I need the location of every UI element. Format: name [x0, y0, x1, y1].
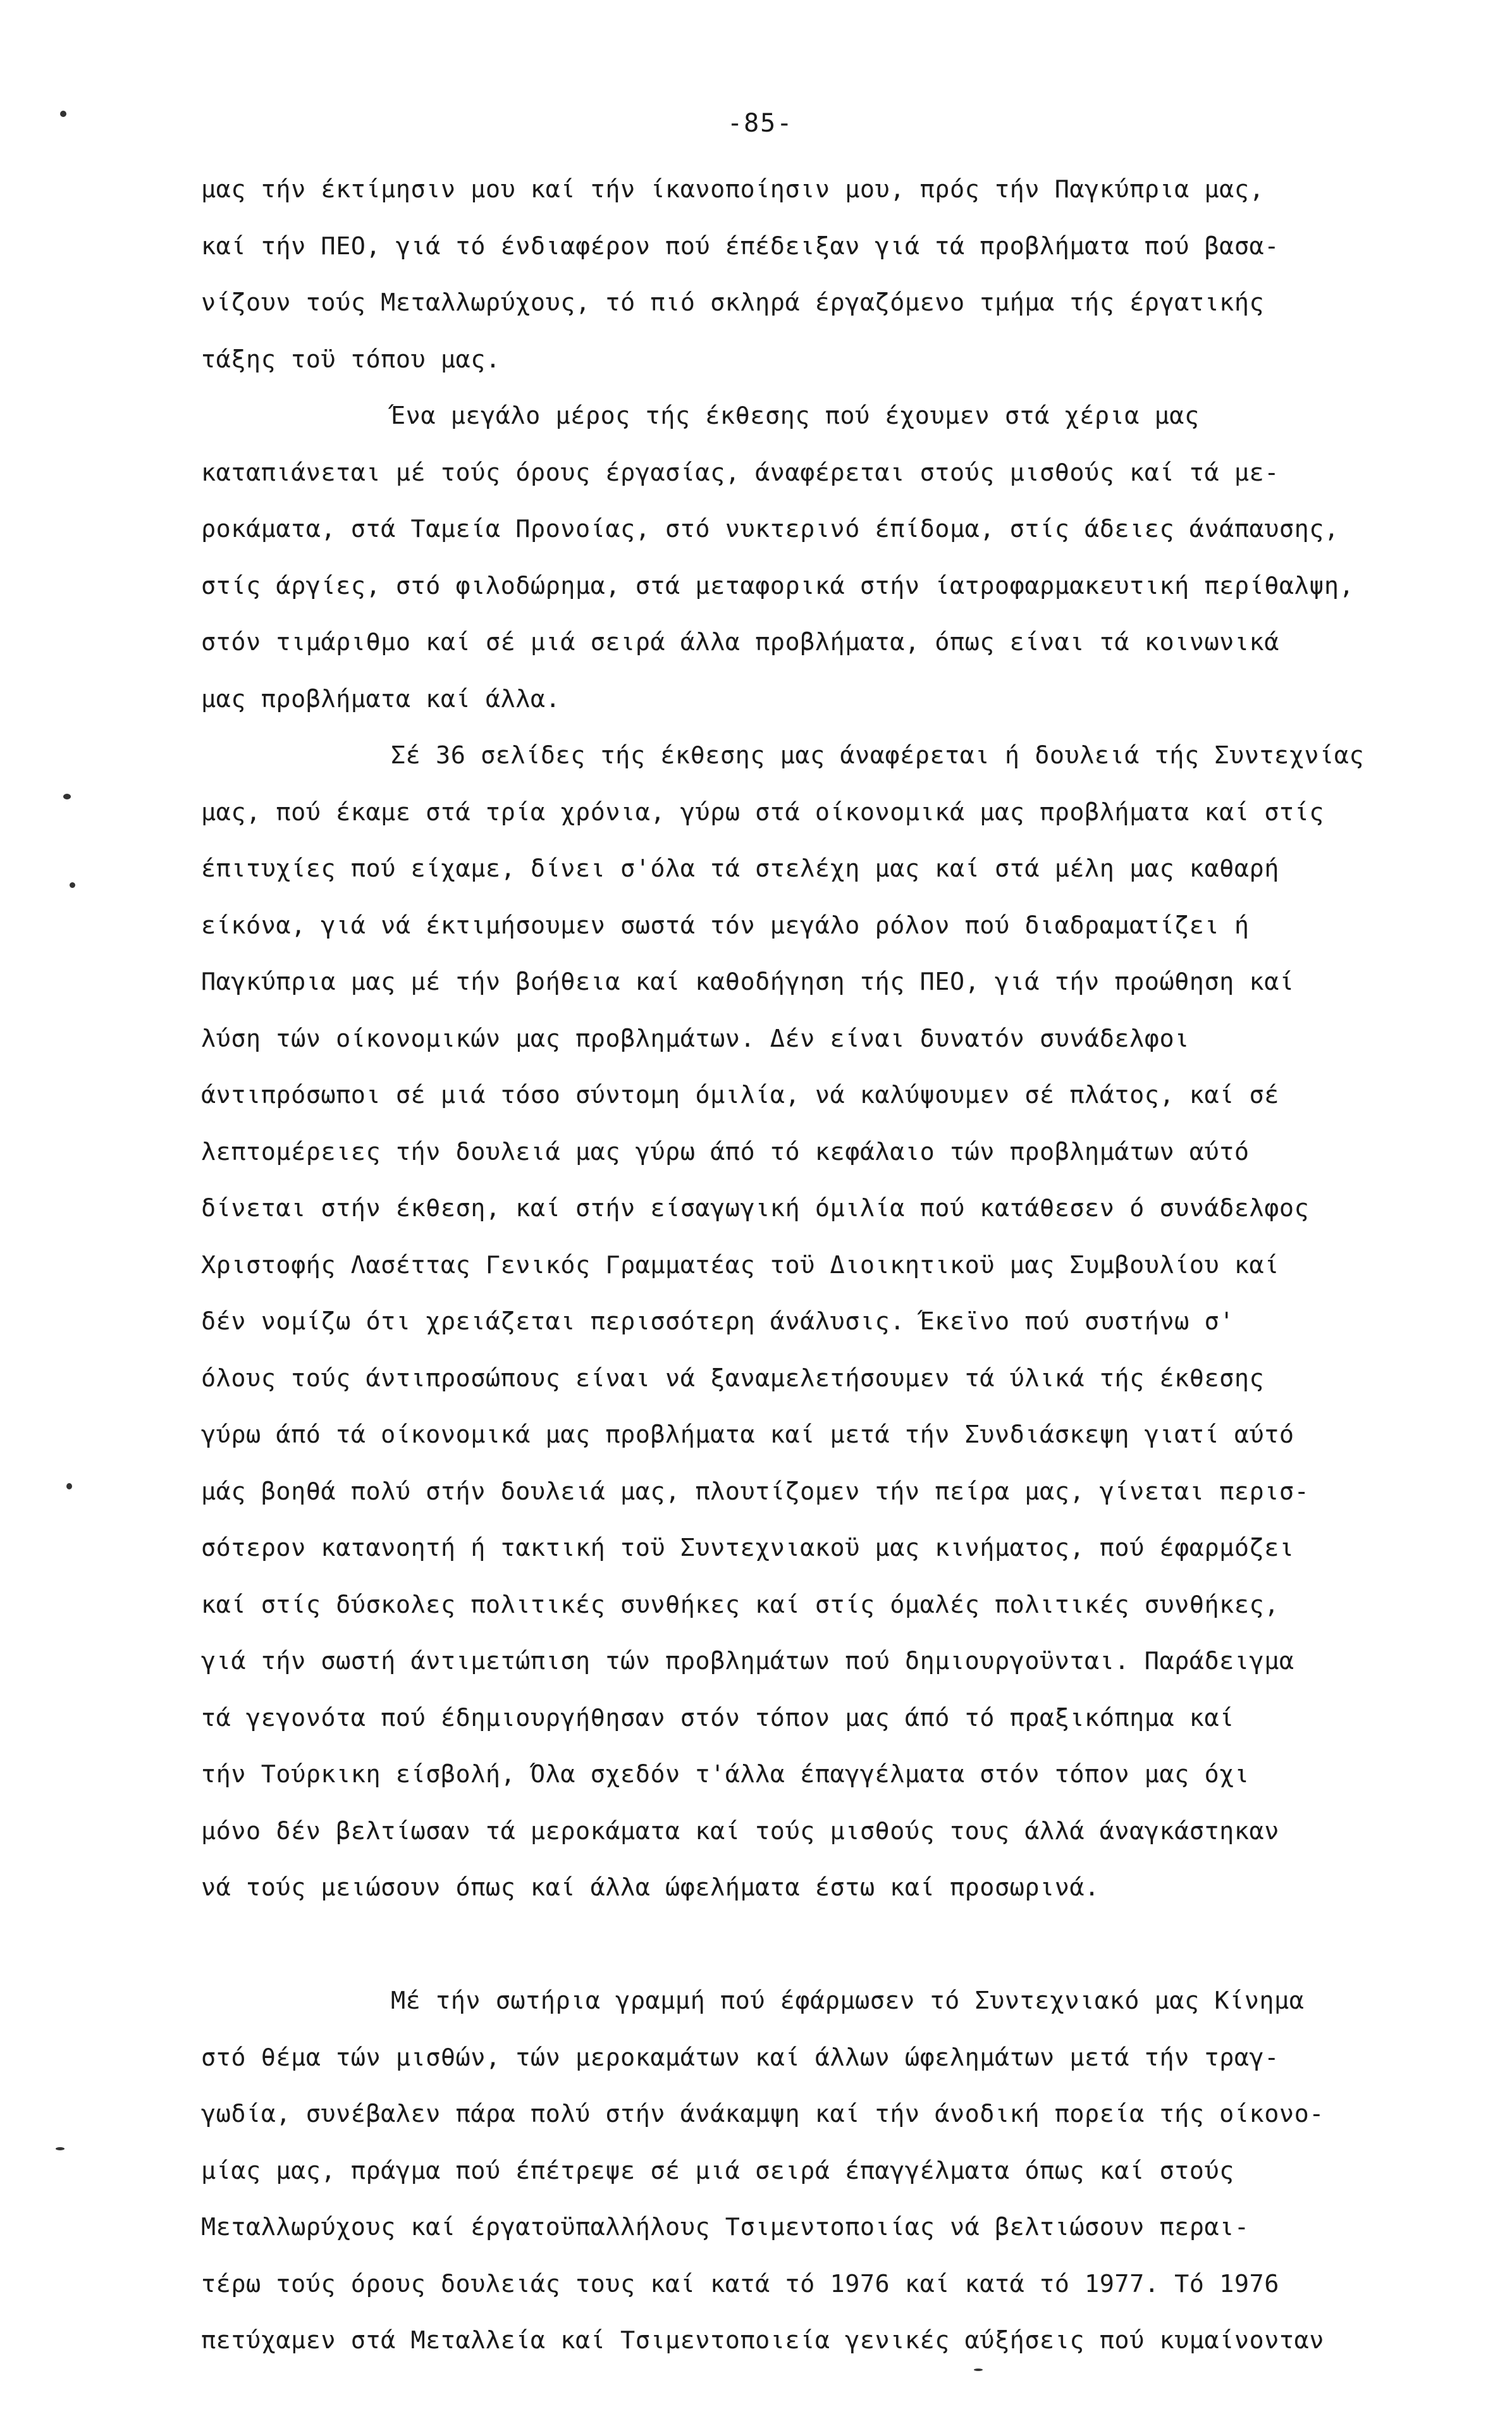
text-line: τάξης τοϋ τόπου μας.: [201, 345, 501, 374]
text-line: Μεταλλωρύχους καί έργατοϋπαλλήλους Τσιμεντοποιίας νά βελτιώσουν περαι-: [201, 2213, 1250, 2241]
text-line: καί στίς δύσκολες πολιτικές συνθήκες καί στίς όμαλές πολιτικές συνθήκες,: [201, 1590, 1279, 1619]
text-line: καταπιάνεται μέ τούς όρους έργασίας, άναφέρεται στούς μισθούς καί τά με-: [201, 458, 1279, 487]
text-line: Μέ τήν σωτήρια γραμμή πού έφάρμωσεν τό Συντεχνιακό μας Κίνημα: [391, 1987, 1305, 2015]
paragraph-1: [201, 161, 1422, 388]
scan-speck: [63, 794, 71, 799]
text-line: λεπτομέρειες τήν δουλειά μας γύρω άπό τό κεφάλαιο τών προβλημάτων αύτό: [201, 1137, 1250, 1166]
scan-speck: [56, 2147, 65, 2150]
scan-speck: [70, 882, 75, 888]
text-line: δίνεται στήν έκθεση, καί στήν είσαγωγική όμιλία πού κατάθεσεν ό συνάδελφος: [201, 1194, 1310, 1223]
scan-speck: [66, 1483, 72, 1489]
text-line: τά γεγονότα πού έδημιουργήθησαν στόν τόπον μας άπό τό πραξικόπημα καί: [201, 1703, 1234, 1732]
paragraph-3: [201, 727, 1422, 1916]
text-line: Παγκύπρια μας μέ τήν βοήθεια καί καθοδήγηση τής ΠΕΟ, γιά τήν προώθηση καί: [201, 968, 1294, 996]
text-line: στόν τιμάριθμο καί σέ μιά σειρά άλλα προβλήματα, όπως είναι τά κοινωνικά: [201, 628, 1279, 656]
scan-speck: [60, 111, 66, 117]
text-line: όλους τούς άντιπροσώπους είναι νά ξαναμελετήσουμεν τά ύλικά τής έκθεσης: [201, 1364, 1265, 1393]
scan-speck: [974, 2369, 983, 2371]
text-line: μας, πού έκαμε στά τρία χρόνια, γύρω στά οίκονομικά μας προβλήματα καί στίς: [201, 798, 1324, 827]
text-line: γύρω άπό τά οίκονομικά μας προβλήματα καί μετά τήν Συνδιάσκεψη γιατί αύτό: [201, 1420, 1294, 1449]
text-line: πετύχαμεν στά Μεταλλεία καί Τσιμεντοποιεία γενικές αύξήσεις πού κυμαίνονταν: [201, 2326, 1324, 2355]
text-line: νά τούς μειώσουν όπως καί άλλα ώφελήματα έστω καί προσωρινά.: [201, 1873, 1100, 1902]
text-line: καί τήν ΠΕΟ, γιά τό ένδιαφέρον πού έπέδειξαν γιά τά προβλήματα πού βασα-: [201, 231, 1279, 261]
text-line: μάς βοηθά πολύ στήν δουλειά μας, πλουτίζομεν τήν πείρα μας, γίνεται περισ-: [201, 1477, 1310, 1506]
text-line: είκόνα, γιά νά έκτιμήσουμεν σωστά τόν μεγάλο ρόλον πού διαδραματίζει ή: [201, 911, 1250, 940]
paragraph-gap: [201, 1916, 1422, 1973]
text-line: μας τήν έκτίμησιν μου καί τήν ίκανοποίησιν μου, πρός τήν Παγκύπρια μας,: [201, 175, 1265, 204]
text-line: δέν νομίζω ότι χρειάζεται περισσότερη άνάλυσις. Έκεϊνο πού συστήνω σ': [201, 1307, 1234, 1336]
text-line: στό θέμα τών μισθών, τών μεροκαμάτων καί άλλων ώφελημάτων μετά τήν τραγ-: [201, 2043, 1279, 2072]
page-number: -85-: [727, 109, 794, 138]
text-line: μίας μας, πράγμα πού έπέτρεψε σέ μιά σειρά έπαγγέλματα όπως καί στούς: [201, 2156, 1234, 2185]
text-line: άντιπρόσωποι σέ μιά τόσο σύντομη όμιλία, νά καλύψουμεν σέ πλάτος, καί σέ: [201, 1081, 1279, 1109]
text-line: στίς άργίες, στό φιλοδώρημα, στά μεταφορικά στήν ίατροφαρμακευτική περίθαλψη,: [201, 571, 1355, 600]
text-line: τέρω τούς όρους δουλειάς τους καί κατά τό 1976 καί κατά τό 1977. Τό 1976: [201, 2269, 1279, 2298]
text-line: λύση τών οίκονομικών μας προβλημάτων. Δέν είναι δυνατόν συνάδελφοι: [201, 1024, 1189, 1053]
paragraph-4: [201, 1973, 1422, 2369]
text-line: μόνο δέν βελτίωσαν τά μεροκάματα καί τούς μισθούς τους άλλά άναγκάστηκαν: [201, 1816, 1279, 1845]
text-line: τήν Τούρκικη είσβολή, Όλα σχεδόν τ'άλλα έπαγγέλματα στόν τόπον μας όχι: [201, 1760, 1250, 1789]
text-line: έπιτυχίες πού είχαμε, δίνει σ'όλα τά στελέχη μας καί στά μέλη μας καθαρή: [201, 854, 1279, 883]
paragraph-2: [201, 388, 1422, 727]
text-line: Ένα μεγάλο μέρος τής έκθεσης πού έχουμεν στά χέρια μας: [391, 402, 1200, 430]
text-line: Χριστοφής Λασέττας Γενικός Γραμματέας τοϋ Διοικητικοϋ μας Συμβουλίου καί: [201, 1250, 1279, 1279]
text-line: γιά τήν σωστή άντιμετώπιση τών προβλημάτων πού δημιουργοϋνται. Παράδειγμα: [201, 1647, 1294, 1675]
text-line: σότερον κατανοητή ή τακτική τοϋ Συντεχνιακοϋ μας κινήματος, πού έφαρμόζει: [201, 1534, 1294, 1562]
text-line: νίζουν τούς Μεταλλωρύχους, τό πιό σκληρά έργαζόμενο τμήμα τής έργατικής: [201, 288, 1265, 317]
text-line: γωδία, συνέβαλεν πάρα πολύ στήν άνάκαμψη καί τήν άνοδική πορεία τής οίκονο-: [201, 2100, 1324, 2128]
text-line: Σέ 36 σελίδες τής έκθεσης μας άναφέρεται ή δουλειά τής Συντεχνίας: [391, 741, 1365, 770]
body-text: [201, 161, 1422, 2369]
text-line: ροκάματα, στά Ταμεία Προνοίας, στό νυκτερινό έπίδομα, στίς άδειες άνάπαυσης,: [201, 515, 1339, 543]
text-line: μας προβλήματα καί άλλα.: [201, 684, 561, 713]
